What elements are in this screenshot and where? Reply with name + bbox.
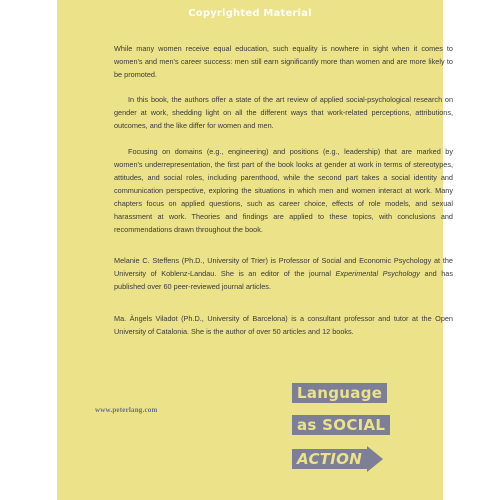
journal-title: Experimental Psychology	[335, 269, 420, 279]
blurb-paragraph-3: Focusing on domains (e.g., engineering) and positions (e.g., leadership) that are marked by women's underrepresentation, the first part of the book looks at gender at work in terms of stereotypes, attitudes, and social roles, including parenthood, while the second part takes a social identity and communication perspective, exploring the situations in which men and women interact at work. Many chapters focus on applied questions, such as career choice, effects of role models, and sexual harassment at work. Theories and findings are applied to these topics, with conclusions and recommendations drawn throughout the book.	[114, 146, 453, 235]
blurb	[114, 42, 453, 338]
author-bio-2: Ma. Àngels Viladot (Ph.D., University of Barcelona) is a consultant professor and tutor at the Open University of Catalonia. She is the author of over 50 articles and 12 books.	[114, 313, 453, 336]
author-bio-1-text: Melanie C. Steffens (Ph.D., University of Trier) is Professor of Social and Economic Psychology at the University of Koblenz-Landau. She is an editor of the journal	[114, 256, 453, 279]
author-bio-1	[114, 254, 453, 293]
blurb-paragraph-1: While many women receive equal education, such equality is nowhere in sight when it comes to women's and men's career success: men still earn significantly more than women and are more likely to be promoted.	[114, 44, 453, 80]
series-logo-line-3: ACTION	[292, 449, 367, 469]
author-bio-1-end: and has published over 60 peer-reviewed journal articles.	[114, 269, 453, 292]
blurb-paragraph-2: In this book, the authors offer a state of the art review of applied social-psychological research on gender at work, shedding light on all the different ways that work-related perceptions, attributions, outcomes, and the like differ for women and men.	[114, 95, 453, 131]
arrow-right-icon	[367, 446, 383, 472]
publisher-url: www.peterlang.com	[95, 406, 158, 414]
back-cover	[57, 0, 453, 500]
series-logo	[292, 383, 432, 493]
watermark: Copyrighted Material	[188, 8, 312, 19]
series-logo-line-2: as SOCIAL	[292, 415, 390, 435]
series-logo-line-1: Language	[292, 383, 387, 403]
